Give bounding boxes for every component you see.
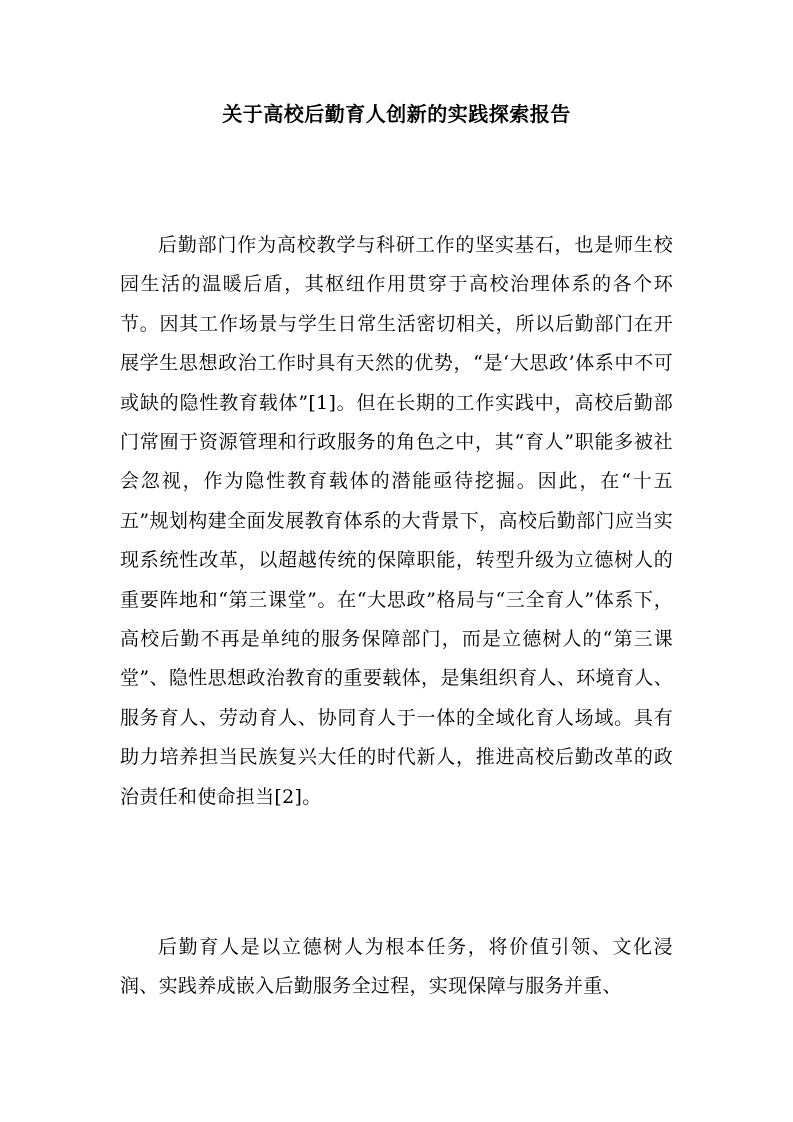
body-paragraph-2: 后勤育人是以立德树人为根本任务，将价值引领、文化浸润、实践养成嵌入后勤服务全过程，实现保障与服务并重、	[120, 936, 673, 998]
body-paragraph-1: 后勤部门作为高校教学与科研工作的坚实基石，也是师生校园生活的温暖后盾，其枢纽作用贯穿于高校治理体系的各个环节。因其工作场景与学生日常生活密切相关，所以后勤部门在开展学生思想政治工作时具有天然的优势，“是‘大思政’体系中不可或缺的隐性教育载体”[1]。但在长期的工作实践中，高校后勤部门常囿于资源管理和行政服务的角色之中，其“育人”职能多被社会忽视，作为隐性教育载体的潜能亟待挖掘。因此，在“十五五”规划构建全面发展教育体系的大背景下，高校后勤部门应当实现系统性改革，以超越传统的保障职能，转型升级为立德树人的重要阵地和“第三课堂”。在“大思政”格局与“三全育人”体系下，高校后勤不再是单纯的服务保障部门，而是立德树人的“第三课堂”、隐性思想政治教育的重要载体，是集组织育人、环境育人、服务育人、劳动育人、协同育人于一体的全域化育人场域。具有助力培养担当民族复兴大任的时代新人，推进高校后勤改革的政治责任和使命担当[2]。	[120, 234, 673, 808]
document-title: 关于高校后勤育人创新的实践探索报告	[222, 102, 571, 126]
